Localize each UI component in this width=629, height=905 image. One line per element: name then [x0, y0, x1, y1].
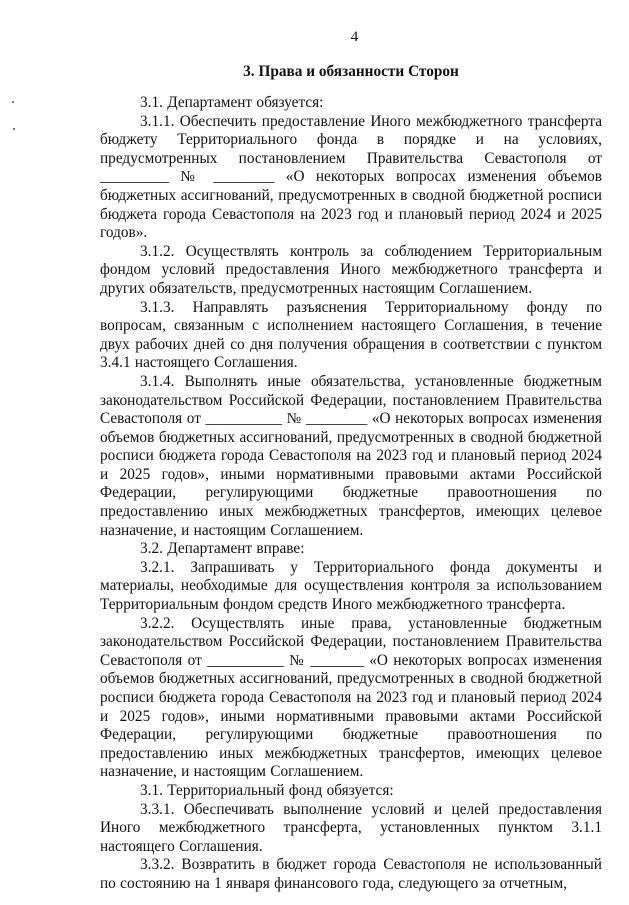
- paragraph-3-2-1: 3.2.1. Запрашивать у Территориального фонда документы и материалы, необходимые для осуществления контроля за использованием Территориальным фондом средств Иного межбюджетного трансферта.: [100, 558, 602, 614]
- paragraph-3-1-3: 3.1.3. Направлять разъяснения Территориальному фонду по вопросам, связанным с исполнением настоящего Соглашения, в течение двух рабочих дней со дня получения обращения в соответствии с пунктом 3.4.1 настоящего Соглашения.: [100, 298, 602, 372]
- paragraph-3-3: 3.1. Территориальный фонд обязуется:: [140, 781, 394, 799]
- page-number: 4: [350, 29, 359, 45]
- paragraph-3-1-1: 3.1.1. Обеспечить предоставление Иного межбюджетного трансферта бюджету Территориального фонда в порядке и на условиях, предусмотренных постановлением Правительства Севастополя от _________ № ________ «О некоторых вопросах изменения объемов бюджетных ассигнований, предусмотренных в сводной бюджетной росписи бюджета города Севастополя на 2023 год и плановый период 2024 и 2025 годов».: [100, 112, 602, 242]
- paragraph-3-1: 3.1. Департамент обязуется:: [140, 94, 324, 111]
- paragraph-3-3-2: 3.3.2. Возвратить в бюджет города Севастополя не использованный по состоянию на 1 января финансового года, следующего за отчетным,: [100, 856, 602, 892]
- paragraph-3-2: 3.2. Департамент вправе:: [140, 540, 305, 558]
- scan-artifact-dot: [13, 128, 15, 130]
- paragraph-3-1-4: 3.1.4. Выполнять иные обязательства, установленные бюджетным законодательством Российской Федерации, постановлением Правительства Севастополя от __________ № ________ «О некоторых вопросах изменения объемов бюджетных ассигнований, предусмотренных в сводной бюджетной росписи бюджета города Севастополя на 2023 год и плановый период 2024 и 2025 годов», иными нормативными правовыми актами Российской Федерации, регулирующими бюджетные правоотношения по предоставлению иных межбюджетных трансфертов, имеющих целевое назначение, и настоящим Соглашением.: [100, 372, 602, 539]
- scan-artifact-dot: [12, 101, 14, 103]
- section-title: 3. Права и обязанности Сторон: [243, 63, 459, 80]
- document-body: [100, 94, 602, 894]
- paragraph-3-1-2: 3.1.2. Осуществлять контроль за соблюдением Территориальным фондом условий предоставления Иного межбюджетного трансферта и других обязательств, предусмотренных настоящим Соглашением.: [100, 242, 602, 297]
- paragraph-3-2-2: 3.2.2. Осуществлять иные права, установленные бюджетным законодательством Российской Федерации, постановлением Правительства Севастополя от __________ № _______ «О некоторых вопросах изменения объемов бюджетных ассигнований, предусмотренных в сводной бюджетной росписи бюджета города Севастополя на 2023 год и плановый период 2024 и 2025 годов», иными нормативными правовыми актами Российской Федерации, регулирующими бюджетные правоотношения по предоставлению иных межбюджетных трансфертов, имеющих целевое назначение, и настоящим Соглашением.: [100, 614, 602, 781]
- paragraph-3-3-1: 3.3.1. Обеспечивать выполнение условий и целей предоставления Иного межбюджетного трансферта, установленных пунктом 3.1.1 настоящего Соглашения.: [100, 800, 602, 855]
